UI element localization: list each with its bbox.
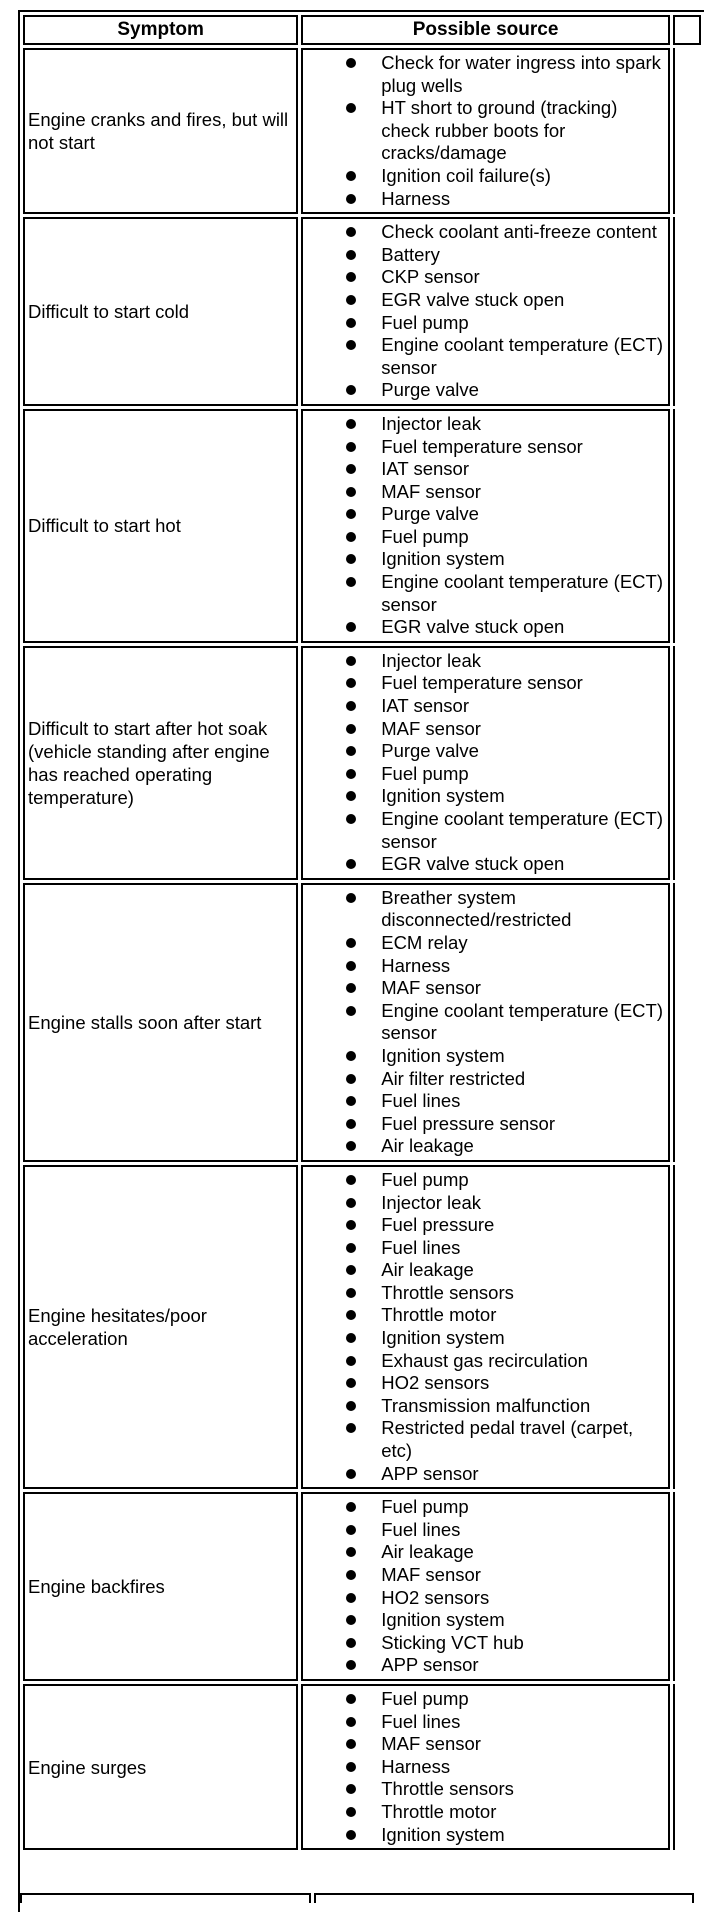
source-list-item: Sticking VCT hub: [303, 1632, 664, 1655]
source-list-item: Fuel pressure: [303, 1214, 664, 1237]
possible-source-cell: [301, 1684, 670, 1850]
symptom-cell: Difficult to start after hot soak (vehicle standing after engine has reached operating temperature): [23, 646, 298, 880]
source-list-item: Harness: [303, 955, 664, 978]
source-list-item: Fuel pump: [303, 763, 664, 786]
cut-off-cell: [673, 1492, 701, 1681]
source-list-item: Battery: [303, 244, 664, 267]
source-list-item: EGR valve stuck open: [303, 289, 664, 312]
source-list-item: Fuel pump: [303, 1496, 664, 1519]
table-row: [23, 409, 701, 643]
source-list-item: Throttle motor: [303, 1304, 664, 1327]
possible-source-cell: [301, 1492, 670, 1681]
source-list-item: Fuel lines: [303, 1519, 664, 1542]
source-list-item: Fuel pump: [303, 526, 664, 549]
source-list-item: HO2 sensors: [303, 1372, 664, 1395]
cut-off-cell: [673, 646, 701, 880]
source-list: [303, 221, 664, 402]
source-list-item: Air leakage: [303, 1135, 664, 1158]
cut-off-cell: [673, 48, 701, 214]
source-list-item: IAT sensor: [303, 695, 664, 718]
table-row: [23, 48, 701, 214]
source-list-item: Ignition system: [303, 1045, 664, 1068]
source-list-item: Fuel lines: [303, 1237, 664, 1260]
header-symptom: Symptom: [23, 15, 298, 45]
source-list-item: Throttle sensors: [303, 1778, 664, 1801]
source-list-item: MAF sensor: [303, 1564, 664, 1587]
source-list-item: EGR valve stuck open: [303, 853, 664, 876]
source-list-item: Fuel pump: [303, 1169, 664, 1192]
source-list-item: Harness: [303, 1756, 664, 1779]
source-list-item: Ignition system: [303, 785, 664, 808]
table-row: [23, 646, 701, 880]
source-list-item: MAF sensor: [303, 481, 664, 504]
table-row: [23, 1492, 701, 1681]
source-list: [303, 887, 664, 1158]
source-list-item: Throttle motor: [303, 1801, 664, 1824]
source-list-item: Exhaust gas recirculation: [303, 1350, 664, 1373]
source-list-item: APP sensor: [303, 1654, 664, 1677]
source-list-item: Check coolant anti-freeze content: [303, 221, 664, 244]
table-row: [23, 217, 701, 406]
source-list: [303, 1688, 664, 1846]
source-list: [303, 52, 664, 210]
possible-source-cell: [301, 48, 670, 214]
source-list-item: CKP sensor: [303, 266, 664, 289]
source-list-item: Ignition coil failure(s): [303, 165, 664, 188]
table-row: [23, 1684, 701, 1850]
source-list-item: Engine coolant temperature (ECT) sensor: [303, 334, 664, 379]
symptom-cell: Engine stalls soon after start: [23, 883, 298, 1162]
cut-off-cell: [673, 217, 701, 406]
source-list-item: HT short to ground (tracking) check rubber boots for cracks/damage: [303, 97, 664, 165]
possible-source-cell: [301, 409, 670, 643]
header-cut-off-column: [673, 15, 701, 45]
source-list-item: Purge valve: [303, 379, 664, 402]
source-list-item: Ignition system: [303, 1327, 664, 1350]
source-list-item: Fuel lines: [303, 1711, 664, 1734]
next-row-fragment: [20, 1893, 704, 1901]
source-list-item: IAT sensor: [303, 458, 664, 481]
cut-off-cell: [673, 1165, 701, 1489]
source-list-item: Breather system disconnected/restricted: [303, 887, 664, 932]
source-list-item: Fuel pump: [303, 312, 664, 335]
source-list: [303, 1496, 664, 1677]
header-row: [23, 15, 701, 45]
source-list-item: Transmission malfunction: [303, 1395, 664, 1418]
source-list-item: Injector leak: [303, 1192, 664, 1215]
diagnosis-table: [20, 12, 704, 1853]
source-list-item: Throttle sensors: [303, 1282, 664, 1305]
possible-source-cell: [301, 1165, 670, 1489]
table-row: [23, 1165, 701, 1489]
symptom-cell: Difficult to start cold: [23, 217, 298, 406]
source-list-item: APP sensor: [303, 1463, 664, 1486]
source-list: [303, 413, 664, 639]
possible-source-cell: [301, 646, 670, 880]
source-list-item: Fuel temperature sensor: [303, 672, 664, 695]
symptom-cell: Difficult to start hot: [23, 409, 298, 643]
source-list-item: Ignition system: [303, 1824, 664, 1847]
source-list-item: Purge valve: [303, 740, 664, 763]
source-list-item: Harness: [303, 188, 664, 211]
source-list-item: Air leakage: [303, 1259, 664, 1282]
header-possible-source: Possible source: [301, 15, 670, 45]
source-list-item: Fuel pressure sensor: [303, 1113, 664, 1136]
table-row: [23, 883, 701, 1162]
source-list-item: Engine coolant temperature (ECT) sensor: [303, 808, 664, 853]
source-list-item: Purge valve: [303, 503, 664, 526]
source-list-item: Engine coolant temperature (ECT) sensor: [303, 571, 664, 616]
source-list-item: Fuel lines: [303, 1090, 664, 1113]
symptom-cell: Engine hesitates/poor acceleration: [23, 1165, 298, 1489]
source-list-item: Ignition system: [303, 1609, 664, 1632]
source-list-item: Fuel temperature sensor: [303, 436, 664, 459]
source-list-item: Fuel pump: [303, 1688, 664, 1711]
possible-source-cell: [301, 883, 670, 1162]
cut-off-cell: [673, 1684, 701, 1850]
cut-off-cell: [673, 409, 701, 643]
source-list-item: MAF sensor: [303, 977, 664, 1000]
source-list: [303, 1169, 664, 1485]
table-body: [23, 48, 701, 1850]
source-list-item: Ignition system: [303, 548, 664, 571]
source-list-item: MAF sensor: [303, 1733, 664, 1756]
source-list-item: Engine coolant temperature (ECT) sensor: [303, 1000, 664, 1045]
source-list-item: Check for water ingress into spark plug wells: [303, 52, 664, 97]
source-list-item: MAF sensor: [303, 718, 664, 741]
source-list-item: ECM relay: [303, 932, 664, 955]
symptom-cell: Engine backfires: [23, 1492, 298, 1681]
source-list-item: Air filter restricted: [303, 1068, 664, 1091]
symptom-cell: Engine surges: [23, 1684, 298, 1850]
possible-source-cell: [301, 217, 670, 406]
source-list: [303, 650, 664, 876]
source-list-item: Restricted pedal travel (carpet, etc): [303, 1417, 664, 1462]
source-list-item: Injector leak: [303, 650, 664, 673]
source-list-item: EGR valve stuck open: [303, 616, 664, 639]
cut-off-cell: [673, 883, 701, 1162]
source-list-item: Injector leak: [303, 413, 664, 436]
symptom-cell: Engine cranks and fires, but will not start: [23, 48, 298, 214]
source-list-item: Air leakage: [303, 1541, 664, 1564]
source-list-item: HO2 sensors: [303, 1587, 664, 1610]
